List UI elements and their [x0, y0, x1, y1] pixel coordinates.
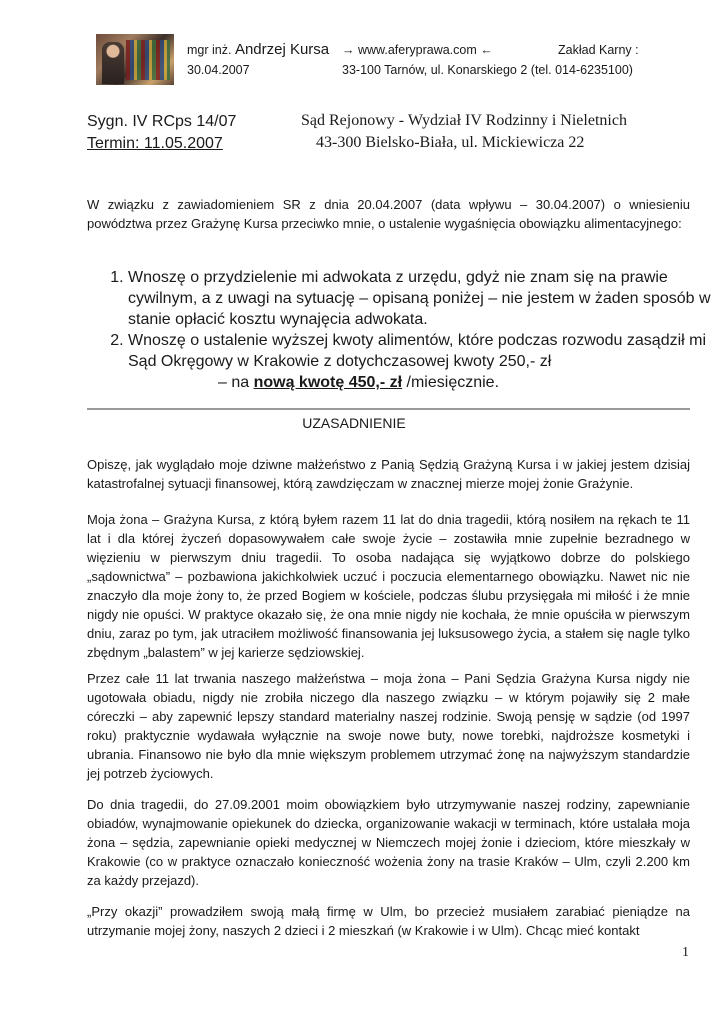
header-facility: Zakład Karny : [558, 43, 639, 57]
paragraph-4: Do dnia tragedii, do 27.09.2001 moim obowiązkiem było utrzymywanie naszej rodziny, zapewnianie obiadów, wynajmowanie opiekunek do dziecka, organizowanie wakacji w terminach, które ustalała moja żona – sędzia, zapewnianie opieki medycznej w Niemczech mojej żonie i dzieciom, które mieszkały w Krakowie (co w praktyce oznaczało konieczność wożenia żony na trasie Kraków – Ulm, czyli 2.200 km za każdy przejazd). [87, 797, 690, 888]
request-2-post: /miesięcznie. [406, 374, 500, 391]
requests-list [87, 267, 724, 393]
request-item [128, 267, 724, 330]
request-2-text: Wnoszę o ustalenie wyższej kwoty alimentów, które podczas rozwodu zasądził mi Sąd Okręgowy w Krakowie z dotychczasowej kwoty 250,- zł [128, 332, 707, 370]
paragraph-3: Przez całe 11 lat trwania naszego małżeństwa – moja żona – Pani Sędzia Grażyna Kursa nigdy nie ugotowała obiadu, nigdy nie zrobiła niczego dla naszego związku – w którym pojawiły się 2 małe córeczki – aby zapewnić lepszy standard materialny naszej rodzinie. Swoją pensję w sądzie (od 1997 roku) praktycznie wydawała wyłącznie na swoje nowe buty, nowe torebki, najdroższe kosmetyki i ubrania. Finansowo nie było dla mnie większym problemem utrzymać żonę na najwyższym standardzie jej potrzeb życiowych. [87, 671, 690, 781]
request-2-amount-line [128, 372, 724, 393]
header-date: 30.04.2007 [187, 63, 250, 77]
page-number: 1 [682, 945, 689, 960]
header-address [342, 63, 633, 77]
paragraph-5: „Przy okazji” prowadziłem swoją małą firmę w Ulm, bo przecież musiałem zarabiać pieniądze na utrzymanie mojej żony, naszych 2 dzieci i 2 mieszkań (w Krakowie i w Ulm). Chcąc mieć kontakt [87, 904, 690, 938]
author-photo [96, 34, 174, 85]
person-image [102, 42, 124, 84]
paragraph-1: Opiszę, jak wyglądało moje dziwne małżeństwo z Panią Sędzią Grażyną Kursa i w jakiej jestem dzisiaj katastrofalnej sytuacji finansowej, którą zawdzięczam w znacznej mierze mojej żonie Grażynie. [87, 457, 690, 491]
paragraph-2: Moja żona – Grażyna Kursa, z którą byłem razem 11 lat do dnia tragedii, którą nosiłem na rękach te 11 lat i dla której życzeń dopasowywałem całe swoje życie – zostawiła mnie zupełnie bezradnego w więzieniu w pierwszym dniu tragedii. To osoba nadająca się wyjątkowo dobrze do polskiego „sądownictwa” – pozbawiona jakichkolwiek uczuć i poczucia elementarnego obowiązku. Nawet nic nie znaczyło dla moje żony to, że przed Bogiem w kościele, podczas ślubu przysięgała mi miłość i że mnie nigdy nie opuści. W praktyce okazało się, że ona mnie nigdy nie kochała, że mnie opuściła w pierwszym dniu, zaraz po tym, jak utraciłem możliwość finansowania jej luksusowego życia, a stałem się nagle tylko zbędnym „balastem” w jej karierze sędziowskiej. [87, 512, 690, 660]
request-1-text: Wnoszę o przydzielenie mi adwokata z urzędu, gdyż nie znam się na prawie cywilnym, a z uwagi na sytuację – opisaną poniżej – nie jestem w żaden sposób w stanie opłacić kosztu wynajęcia adwokata. [128, 269, 711, 328]
court-name: Sąd Rejonowy - Wydział IV Rodzinny i Nieletnich [301, 112, 627, 129]
header-street: 33-100 Tarnów, ul. Konarskiego 2 [342, 63, 528, 77]
case-signature: Sygn. IV RCps 14/07 [87, 113, 237, 130]
section-title: UZASADNIENIE [302, 415, 406, 431]
header-phone: (tel. 014-6235100) [530, 63, 633, 77]
section-divider [87, 408, 690, 410]
header-prefix: mgr inż. [187, 43, 232, 57]
header-author [187, 41, 329, 58]
header-website: → www.aferyprawa.com ← [342, 43, 493, 57]
intro-paragraph: W związku z zawiadomieniem SR z dnia 20.04.2007 (data wpływu – 30.04.2007) o wniesieniu powództwa przez Grażynę Kursa przeciwko mnie, o ustalenie wygaśnięcia obowiązku alimentacyjnego: [87, 197, 690, 231]
bookshelf-image [126, 40, 170, 80]
hearing-date: Termin: 11.05.2007 [87, 135, 223, 152]
request-item [128, 330, 724, 393]
header-name: Andrzej Kursa [234, 41, 330, 58]
court-address: 43-300 Bielsko-Biała, ul. Mickiewicza 22 [316, 134, 585, 151]
request-2-pre: – na [218, 374, 250, 391]
new-amount: nową kwotę 450,- zł [253, 374, 403, 391]
